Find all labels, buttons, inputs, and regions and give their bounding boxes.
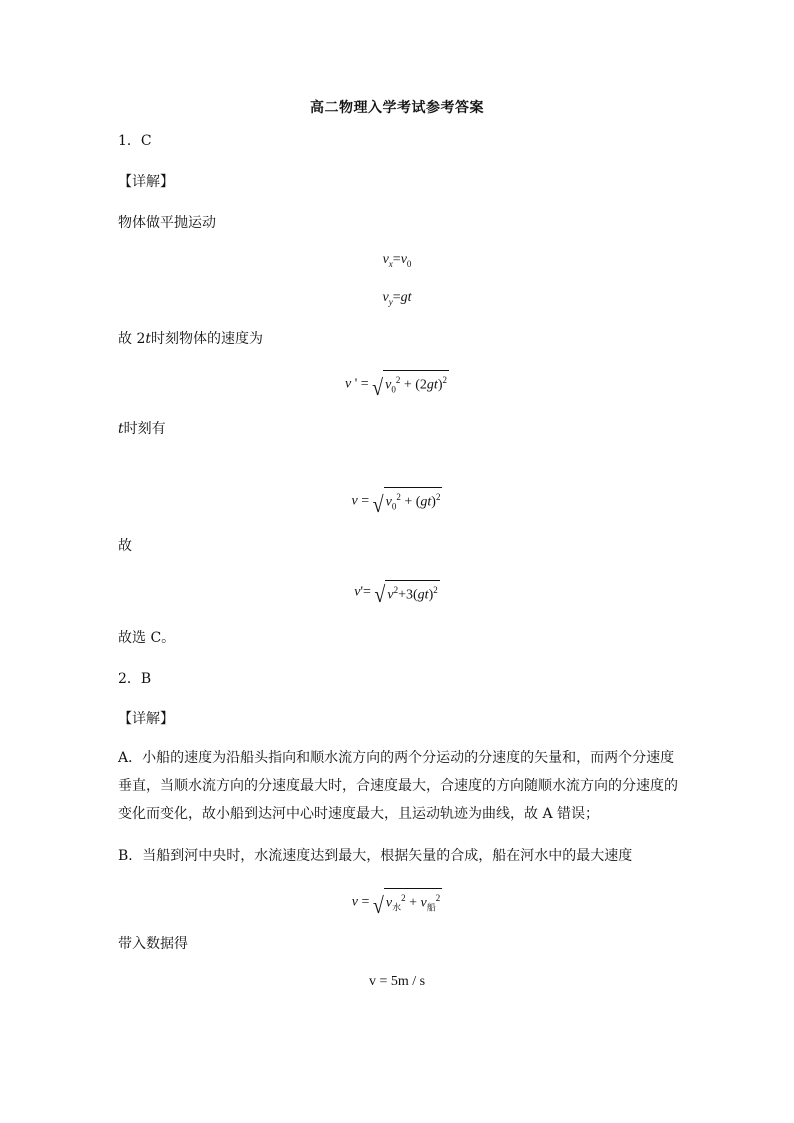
- page-title: 高二物理入学考试参考答案: [310, 100, 484, 116]
- equation-vx: $v_x=v_0$: [382, 252, 412, 269]
- q2-option-b: B．当船到河中央时，水流速度达到最大，根据矢量的合成，船在河水中的最大速度: [118, 848, 633, 864]
- q1-paragraph-2: 故 2t时刻物体的速度为: [118, 331, 263, 347]
- q2-answer: 2．B: [118, 671, 152, 687]
- equation-v-prime-result: v'= √ $v^2+3(gt)^2$: [0, 580, 794, 605]
- equation-v-t: v = √ $v_0^2 + (gt)^2$: [0, 487, 794, 515]
- equation-v-result: v = 5m / s: [368, 974, 426, 989]
- q2-detail-heading: 【详解】: [118, 711, 174, 727]
- q1-paragraph-1: 物体做平抛运动: [118, 215, 216, 231]
- equation-vy: $v_y=gt$: [382, 290, 412, 307]
- q1-paragraph-4: 故: [118, 538, 132, 554]
- q2-data-sentence: 带入数据得: [118, 936, 188, 952]
- q1-answer: 1．C: [118, 133, 152, 149]
- equation-v-prime-2t: v ' = √ $v_0^2 + (2gt)^2$: [0, 370, 794, 398]
- q1-conclusion: 故选 C。: [118, 630, 176, 646]
- equation-v-max: v = √ $v_水^2 + v_船^2$: [0, 888, 794, 916]
- q1-detail-heading: 【详解】: [118, 174, 174, 190]
- q2-option-a: A．小船的速度为沿船头指向和顺水流方向的两个分运动的分速度的矢量和，而两个分速度垂直，当顺水流方向的分速度最大时，合速度最大，合速度的方向随顺水流方向的分速度的变化而变化，故小船到达河中心时速度最大，且运动轨迹为曲线，故 A 错误；: [118, 750, 678, 822]
- q1-paragraph-3: t时刻有: [118, 421, 166, 437]
